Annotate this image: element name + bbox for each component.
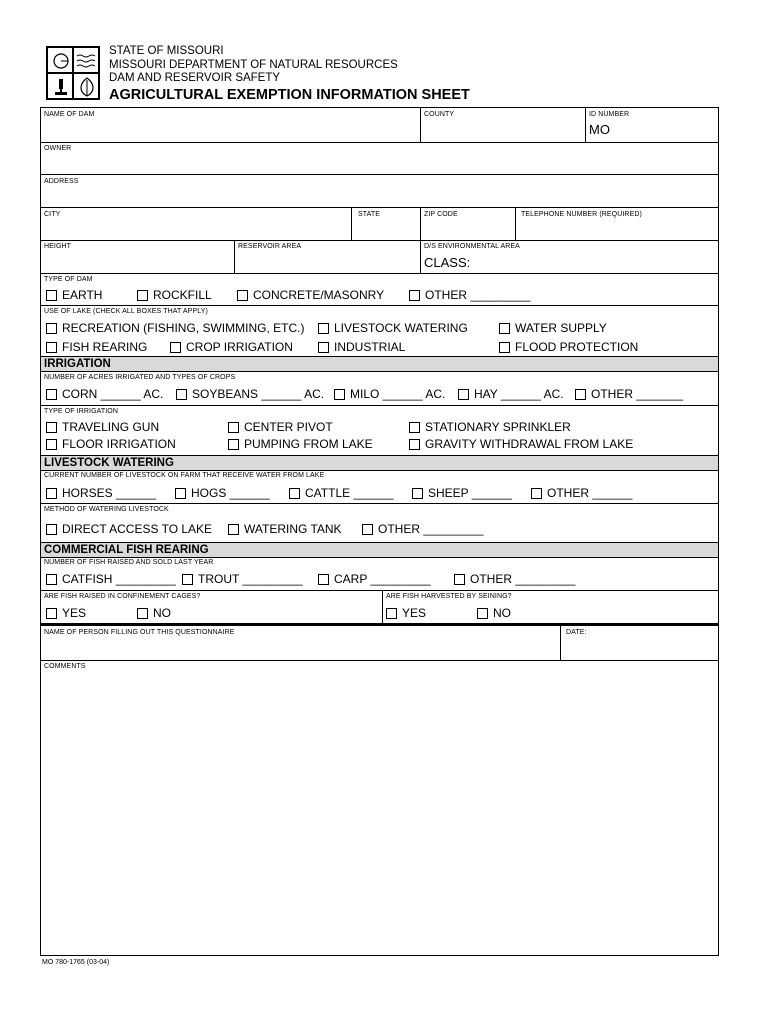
checkbox[interactable] (46, 608, 57, 619)
fish-section-title: COMMERCIAL FISH REARING (44, 544, 209, 556)
rule (40, 305, 719, 306)
divider (560, 625, 561, 660)
checkbox[interactable] (237, 290, 248, 301)
checkbox[interactable] (137, 290, 148, 301)
comments-area[interactable] (42, 672, 716, 952)
checkbox[interactable] (137, 608, 148, 619)
fish-trout-option[interactable]: TROUT _________ (182, 572, 303, 586)
water-icon (73, 47, 99, 73)
checkbox[interactable] (362, 524, 373, 535)
checkbox[interactable] (46, 323, 57, 334)
divider (420, 240, 421, 273)
comments-label: COMMENTS (44, 663, 86, 670)
checkbox[interactable] (46, 342, 57, 353)
crop-other-option[interactable]: OTHER _______ (575, 387, 683, 401)
date-label: DATE: (566, 629, 587, 636)
divider (234, 240, 235, 273)
rule (40, 207, 719, 208)
fish-carp-option[interactable]: CARP _________ (318, 572, 431, 586)
checkbox[interactable] (228, 524, 239, 535)
sun-icon (47, 47, 73, 73)
id-number-label: ID NUMBER (589, 111, 630, 118)
irrigation-traveling-gun-option[interactable]: TRAVELING GUN (46, 420, 159, 434)
type-of-dam-label: TYPE OF DAM (44, 276, 93, 283)
checkbox[interactable] (409, 422, 420, 433)
irrigation-section-band (41, 356, 718, 372)
telephone-label: TELEPHONE NUMBER (REQUIRED) (521, 211, 642, 218)
livestock-count-label: CURRENT NUMBER OF LIVESTOCK ON FARM THAT RECEIVE WATER FROM LAKE (44, 472, 325, 479)
checkbox[interactable] (318, 574, 329, 585)
use-industrial-option[interactable]: INDUSTRIAL (318, 340, 405, 354)
method-watering-tank-option[interactable]: WATERING TANK (228, 522, 342, 536)
divider (351, 207, 352, 240)
acres-irrigated-label: NUMBER OF ACRES IRRIGATED AND TYPES OF CROPS (44, 374, 236, 381)
seining-yes-option[interactable]: YES (386, 606, 426, 620)
irrigation-floor-option[interactable]: FLOOR IRRIGATION (46, 437, 176, 451)
checkbox[interactable] (499, 323, 510, 334)
divider (420, 107, 421, 142)
use-livestock-option[interactable]: LIVESTOCK WATERING (318, 321, 468, 335)
livestock-horses-option[interactable]: HORSES ______ (46, 486, 156, 500)
thick-rule (40, 623, 719, 626)
checkbox[interactable] (228, 422, 239, 433)
checkbox[interactable] (46, 574, 57, 585)
rule (40, 273, 719, 274)
dnr-logo (46, 46, 100, 100)
rule (40, 590, 719, 591)
seining-label: ARE FISH HARVESTED BY SEINING? (386, 593, 512, 600)
checkbox[interactable] (531, 488, 542, 499)
checkbox[interactable] (454, 574, 465, 585)
irrigation-pumping-option[interactable]: PUMPING FROM LAKE (228, 437, 373, 451)
crop-soybeans-option[interactable]: SOYBEANS ______ AC. (176, 387, 324, 401)
divider (515, 207, 516, 240)
city-label: CITY (44, 211, 61, 218)
checkbox[interactable] (409, 439, 420, 450)
address-label: ADDRESS (44, 178, 79, 185)
checkbox[interactable] (176, 389, 187, 400)
fish-raised-label: NUMBER OF FISH RAISED AND SOLD LAST YEAR (44, 559, 214, 566)
height-label: HEIGHT (44, 243, 72, 250)
cages-no-option[interactable]: NO (137, 606, 171, 620)
checkbox[interactable] (458, 389, 469, 400)
type-of-irrigation-label: TYPE OF IRRIGATION (44, 408, 119, 415)
checkbox[interactable] (46, 389, 57, 400)
header-state: STATE OF MISSOURI (109, 45, 224, 57)
fish-other-option[interactable]: OTHER _________ (454, 572, 575, 586)
use-of-lake-label: USE OF LAKE (CHECK ALL BOXES THAT APPLY) (44, 308, 208, 315)
ds-environmental-area-label: D/S ENVIRONMENTAL AREA (424, 243, 520, 250)
checkbox[interactable] (499, 342, 510, 353)
checkbox[interactable] (318, 342, 329, 353)
dam-earth-option[interactable]: EARTH (46, 288, 102, 302)
irrigation-center-pivot-option[interactable]: CENTER PIVOT (228, 420, 333, 434)
crop-milo-option[interactable]: MILO ______ AC. (334, 387, 445, 401)
checkbox[interactable] (46, 488, 57, 499)
id-number-value[interactable]: MO (589, 122, 610, 137)
checkbox[interactable] (46, 422, 57, 433)
checkbox[interactable] (318, 323, 329, 334)
divider (585, 107, 586, 142)
county-label: COUNTY (424, 111, 455, 118)
checkbox[interactable] (170, 342, 181, 353)
crop-corn-option[interactable]: CORN ______ AC. (46, 387, 163, 401)
fish-catfish-option[interactable]: CATFISH _________ (46, 572, 176, 586)
method-other-option[interactable]: OTHER _________ (362, 522, 483, 536)
irrigation-gravity-option[interactable]: GRAVITY WITHDRAWAL FROM LAKE (409, 437, 633, 451)
divider (420, 207, 421, 240)
state-label: STATE (358, 211, 381, 218)
leaf-icon (73, 73, 99, 99)
checkbox[interactable] (182, 574, 193, 585)
use-recreation-option[interactable]: RECREATION (FISHING, SWIMMING, ETC.) (46, 321, 304, 335)
watering-method-label: METHOD OF WATERING LIVESTOCK (44, 506, 169, 513)
livestock-sheep-option[interactable]: SHEEP ______ (412, 486, 512, 500)
header-division: DAM AND RESERVOIR SAFETY (109, 72, 281, 84)
use-fish-rearing-option[interactable]: FISH REARING (46, 340, 147, 354)
cages-yes-option[interactable]: YES (46, 606, 86, 620)
checkbox[interactable] (386, 608, 397, 619)
livestock-section-title: LIVESTOCK WATERING (44, 457, 174, 469)
form-title: AGRICULTURAL EXEMPTION INFORMATION SHEET (109, 87, 470, 103)
checkbox[interactable] (412, 488, 423, 499)
checkbox[interactable] (575, 389, 586, 400)
zip-code-label: ZIP CODE (424, 211, 458, 218)
rule (40, 503, 719, 504)
confinement-cages-label: ARE FISH RAISED IN CONFINEMENT CAGES? (44, 593, 201, 600)
checkbox[interactable] (46, 524, 57, 535)
checkbox[interactable] (409, 290, 420, 301)
use-water-supply-option[interactable]: WATER SUPPLY (499, 321, 607, 335)
rule (40, 405, 719, 406)
use-flood-protection-option[interactable]: FLOOD PROTECTION (499, 340, 638, 354)
form-number: MO 780-1765 (03-04) (42, 959, 110, 966)
owner-label: OWNER (44, 145, 72, 152)
dam-concrete-option[interactable]: CONCRETE/MASONRY (237, 288, 384, 302)
checkbox[interactable] (175, 488, 186, 499)
class-label: CLASS: (424, 255, 471, 270)
header-department: MISSOURI DEPARTMENT OF NATURAL RESOURCES (109, 59, 398, 71)
checkbox[interactable] (477, 608, 488, 619)
rule (40, 174, 719, 175)
livestock-hogs-option[interactable]: HOGS ______ (175, 486, 270, 500)
microscope-icon (47, 73, 73, 99)
irrigation-stationary-sprinkler-option[interactable]: STATIONARY SPRINKLER (409, 420, 571, 434)
reservoir-area-label: RESERVOIR AREA (238, 243, 302, 250)
rule (40, 142, 719, 143)
use-crop-irrigation-option[interactable]: CROP IRRIGATION (170, 340, 293, 354)
livestock-cattle-option[interactable]: CATTLE ______ (289, 486, 394, 500)
checkbox[interactable] (46, 290, 57, 301)
dam-rockfill-option[interactable]: ROCKFILL (137, 288, 212, 302)
rule (40, 240, 719, 241)
checkbox[interactable] (46, 439, 57, 450)
crop-hay-option[interactable]: HAY ______ AC. (458, 387, 564, 401)
irrigation-section-title: IRRIGATION (44, 358, 111, 370)
person-name-label: NAME OF PERSON FILLING OUT THIS QUESTIONNAIRE (44, 629, 235, 636)
seining-no-option[interactable]: NO (477, 606, 511, 620)
livestock-other-option[interactable]: OTHER ______ (531, 486, 632, 500)
rule (40, 660, 719, 661)
divider (382, 590, 383, 623)
dam-other-option[interactable]: OTHER _________ (409, 288, 530, 302)
method-direct-access-option[interactable]: DIRECT ACCESS TO LAKE (46, 522, 212, 536)
checkbox[interactable] (228, 439, 239, 450)
checkbox[interactable] (334, 389, 345, 400)
checkbox[interactable] (289, 488, 300, 499)
name-of-dam-label: NAME OF DAM (44, 111, 95, 118)
